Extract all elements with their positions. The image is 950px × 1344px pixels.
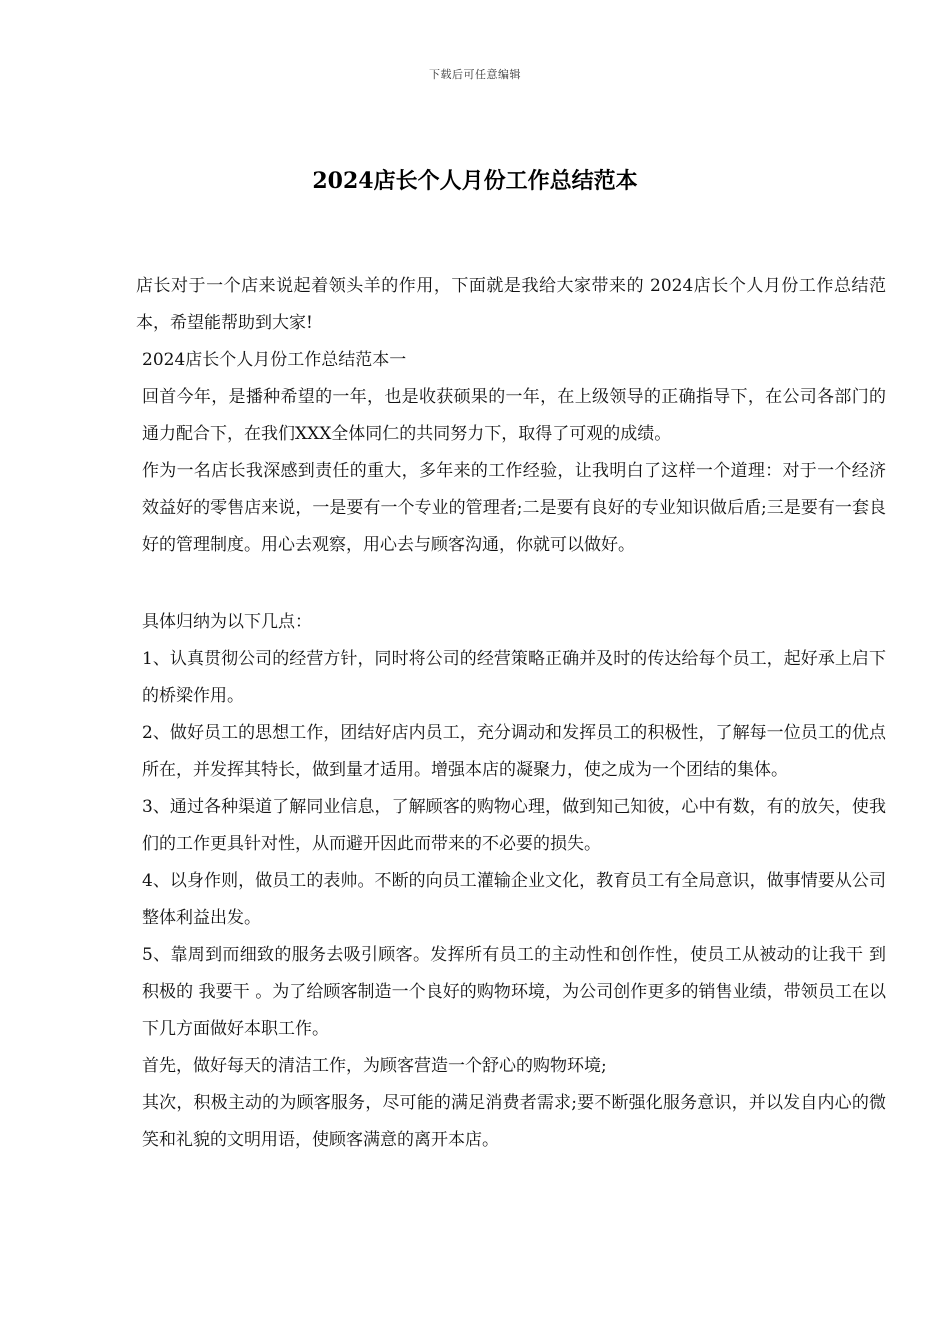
- list-item: 5、靠周到而细致的服务去吸引顾客。发挥所有员工的主动性和创作性，使员工从被动的让我干 到积极的 我要干 。为了给顾客制造一个良好的购物环境，为公司创作更多的销售业绩，带领员工在以下几方面做好本职工作。: [142, 945, 886, 1039]
- list-item: 1、认真贯彻公司的经营方针，同时将公司的经营策略正确并及时的传达给每个员工，起好承上启下的桥梁作用。: [142, 649, 886, 706]
- paragraph-gap: [136, 564, 886, 604]
- body-paragraph: 其次，积极主动的为顾客服务，尽可能的满足消费者需求;要不断强化服务意识，并以发自内心的微笑和礼貌的文明用语，使顾客满意的离开本店。: [142, 1093, 886, 1150]
- document-title: 2024店长个人月份工作总结范本: [312, 168, 638, 194]
- list-item: 3、通过各种渠道了解同业信息，了解顾客的购物心理，做到知己知彼，心中有数，有的放矢，使我们的工作更具针对性，从而避开因此而带来的不必要的损失。: [142, 797, 886, 854]
- body-paragraph: 首先，做好每天的清洁工作，为顾客营造一个舒心的购物环境;: [142, 1056, 607, 1076]
- list-item: 4、以身作则，做员工的表帅。不断的向员工灌输企业文化，教育员工有全局意识，做事情要从公司整体利益出发。: [142, 871, 886, 928]
- body-paragraph: 回首今年，是播种希望的一年，也是收获硕果的一年，在上级领导的正确指导下，在公司各部门的通力配合下，在我们XXX全体同仁的共同努力下，取得了可观的成绩。: [142, 387, 886, 444]
- document-body: [136, 268, 886, 1159]
- section-heading: 2024店长个人月份工作总结范本一: [142, 350, 407, 370]
- list-item: 2、做好员工的思想工作，团结好店内员工，充分调动和发挥员工的积极性，了解每一位员工的优点所在，并发挥其特长，做到量才适用。增强本店的凝聚力，使之成为一个团结的集体。: [142, 723, 886, 780]
- body-paragraph: 作为一名店长我深感到责任的重大，多年来的工作经验，让我明白了这样一个道理：对于一个经济效益好的零售店来说，一是要有一个专业的管理者;二是要有良好的专业知识做后盾;三是要有一套良好的管理制度。用心去观察，用心去与顾客沟通，你就可以做好。: [142, 461, 886, 555]
- intro-paragraph: 店长对于一个店来说起着领头羊的作用，下面就是我给大家带来的 2024店长个人月份工作总结范本，希望能帮助到大家!: [136, 276, 886, 333]
- list-intro: 具体归纳为以下几点：: [142, 612, 312, 632]
- header-note: 下载后可任意编辑: [429, 68, 521, 81]
